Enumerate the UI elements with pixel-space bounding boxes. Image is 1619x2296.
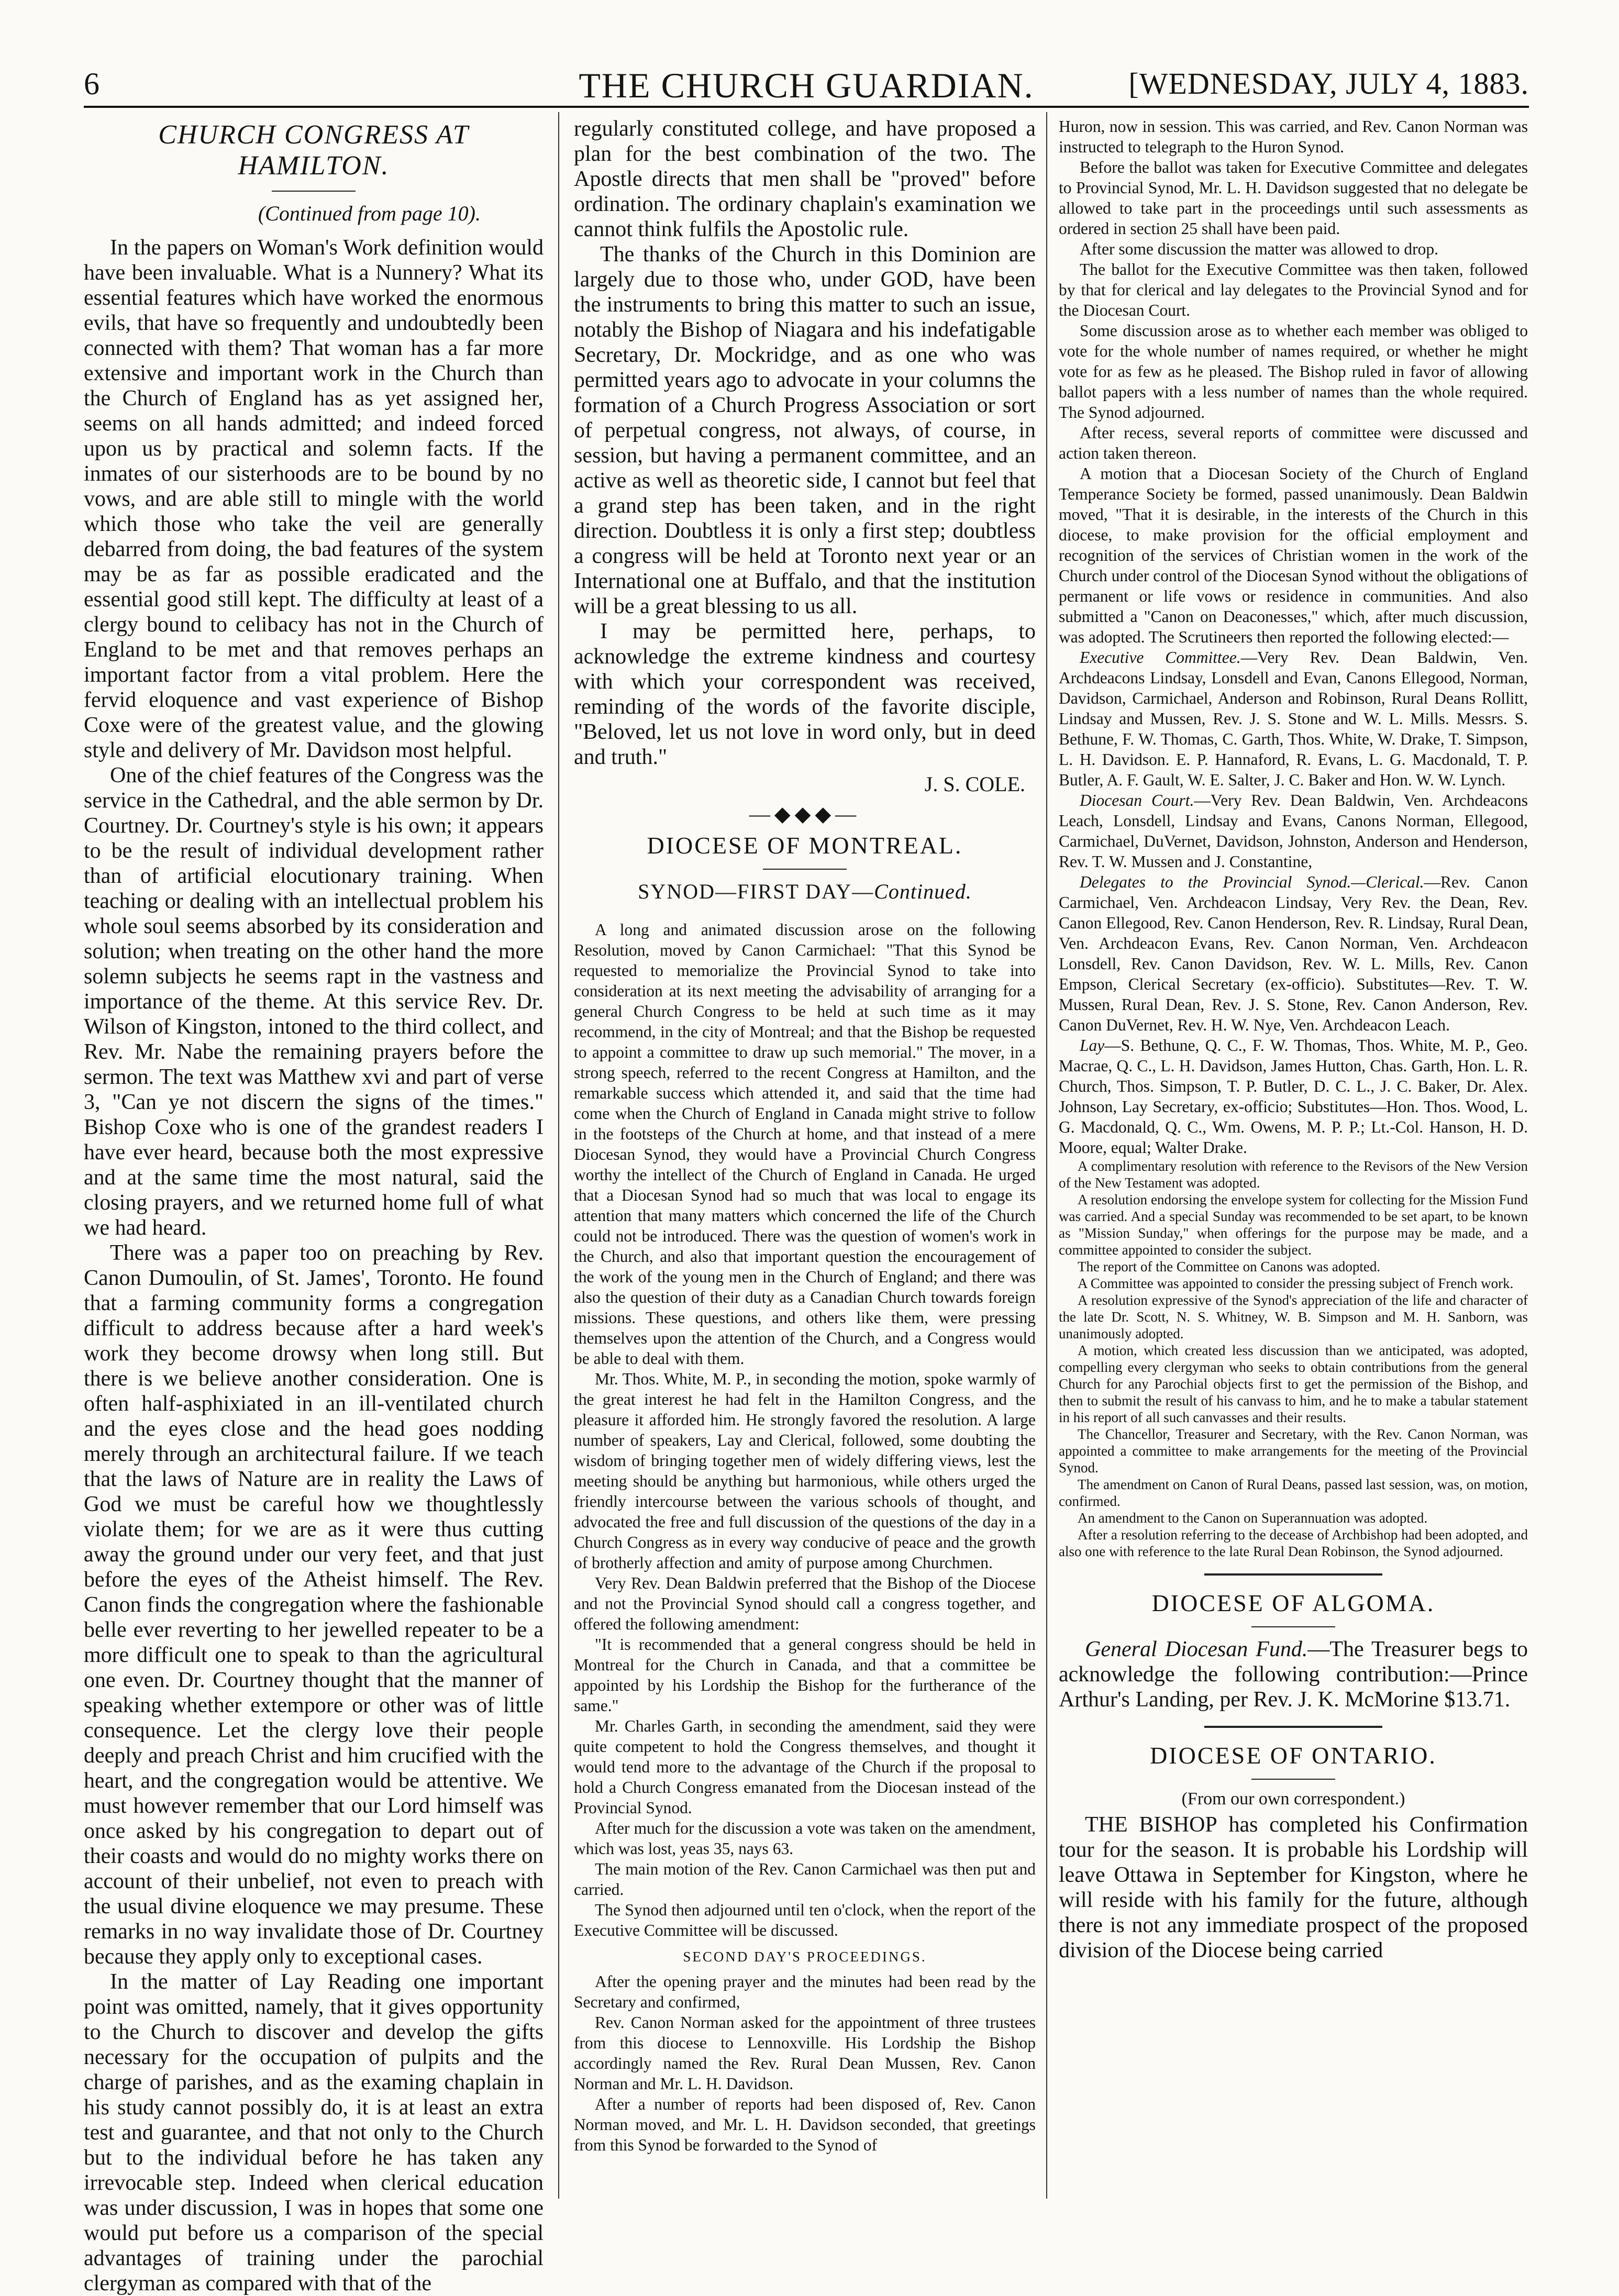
paragraph: Mr. Thos. White, M. P., in seconding the motion, spoke warmly of the great interest he had felt in the Hamilton Congress, and the pleasure it afforded him. He strongly favored the resolution. A large number of speakers, Lay and Clerical, followed, some doubting the wisdom of bringing together men of widely differing views, lest the meeting should be anything but harmonious, while others urged the friendly intercourse between the various schools of thought, and advocated the free and full discussion of the questions of the day in a Church Congress as in every way conducive of peace and the growth of brotherly affection and amity of purpose among Churchmen. [574, 1370, 1036, 1572]
paragraph: The main motion of the Rev. Canon Carmichael was then put and carried. [574, 1860, 1036, 1899]
masthead [84, 44, 1529, 123]
article-body-continued [574, 116, 1036, 770]
elected-entry: Lay—S. Bethune, Q. C., F. W. Thomas, Thos. White, M. P., Geo. Macrae, Q. C., L. H. Davidson, James Hutton, Chas. Garth, Hon. L. R. Church, Thos. Simpson, T. P. Butler, D. C. L., J. C. Baker, Dr. Alex. Johnson, Lay Secretary, ex-officio; Substitutes—Hon. Thos. Wood, L. G. Macdonald, Q. C., Wm. Owens, M. P. P.; Lt.-Col. Hanson, H. D. Moore, equal; Walter Drake. [1059, 1036, 1528, 1157]
continued-note: (Continued from page 10). [258, 202, 481, 225]
algoma-title: DIOCESE OF ALGOMA. [1151, 1590, 1435, 1616]
paragraph: General Diocesan Fund.—The Treasurer begs to acknowledge the following contribution:—Prince Arthur's Landing, per Rev. J. K. McMorine $13.71. [1059, 1637, 1528, 1712]
resolutions-small-print [1059, 1158, 1528, 1560]
elected-entry: Diocesan Court.—Very Rev. Dean Baldwin, Ven. Archdeacons Leach, Lonsdell, Lindsay and Evans, Canons Norman, Ellegood, Carmichael, DuVernet, Davidson, Johnston, Anderson and Henderson, Rev. T. W. Mussen and J. Constantine, [1059, 791, 1528, 871]
elected-entry: Executive Committee.—Very Rev. Dean Baldwin, Ven. Archdeacons Lindsay, Lonsdell and Evan, Canons Ellegood, Norman, Davidson, Carmichael, Anderson and Robinson, Rural Deans Rollitt, Lindsay and Mussen, Rev. J. S. Stone and W. L. Mills. Messrs. S. Bethune, F. W. Thomas, C. Garth, Thos. White, W. Drake, T. Simpson, L. H. Davidson. E. P. Hannaford, R. Evans, L. G. Macdonald, T. P. Butler, A. F. Gault, W. E. Salter, J. C. Baker and Hon. W. W. Lynch. [1059, 648, 1528, 789]
column-divider-2 [1046, 112, 1047, 2199]
algoma-body [1059, 1637, 1528, 1712]
paragraph: A resolution expressive of the Synod's appreciation of the life and character of the late Dr. Scott, N. S. Whitney, W. B. Simpson and M. H. Sanborn, was unanimously adopted. [1059, 1292, 1528, 1341]
paragraph: The report of the Committee on Canons was adopted. [1078, 1259, 1381, 1274]
paragraph: THE BISHOP has completed his Confirmation tour for the season. It is probable his Lordship will leave Ottawa in September for Kingston, where he will reside with his family for the future, although there is not any immediate prospect of the proposed division of the Diocese being carried [1059, 1813, 1528, 1962]
montreal-body [574, 919, 1036, 1940]
paragraph: A resolution endorsing the envelope system for collecting for the Mission Fund was carried. And a special Sunday was recommended to be set apart, to be known as "Mission Sunday," when offerings for the purpose may be made, and a committee appointed to consider the subject. [1059, 1192, 1528, 1258]
article-title-church-congress: CHURCH CONGRESS AT HAMILTON. [158, 120, 469, 181]
paragraph: There was a paper too on preaching by Rev. Canon Dumoulin, of St. James', Toronto. He found that a farming community forms a congregation difficult to address because after a hard week's work they become drowsy when long still. But there is we believe another consideration. One is often half-asphixiated in an ill-ventilated church and the eyes close and the head goes nodding merely through an architectural failure. If we teach that the laws of Nature are in reality the Laws of God we must be careful how we thoughtlessly violate them; for we are as it were thus cutting away the ground under our very feet, and that just before the eyes of the Atheist himself. The Rev. Canon finds the congregation where the fashionable belle ever reverting to her jewelled repeater to be a more difficult one to speak to than the agricultural one even. Dr. Courtney thought that the manner of speaking whether extempore or other was of little consequence. Let the clergy love their people deeply and preach Christ and him crucified with the heart, and the congregation would be attentive. We must however remember that our Lord himself was once asked by his congregation to depart out of their coasts and would do no mighty works there on account of their unbelief, not even to preach with the usual divine eloquence we may presume. These remarks in no way invalidate those of Dr. Courtney because they apply only to exceptional cases. [84, 1241, 544, 1969]
ontario-body [1059, 1812, 1528, 1963]
section-rule [1204, 1726, 1382, 1728]
column-2 [574, 116, 1036, 2200]
paragraph: Very Rev. Dean Baldwin preferred that the Bishop of the Diocese and not the Provincial Synod should call a congress together, and offered the following amendment: [574, 1574, 1036, 1633]
masthead-rule [84, 106, 1529, 108]
column-divider-1 [558, 112, 559, 2199]
correspondent-note: (From our own correspondent.) [1181, 1789, 1405, 1809]
montreal-continued-body [1059, 116, 1528, 1158]
paragraph: A Committee was appointed to consider the pressing subject of French work. [1078, 1275, 1514, 1291]
paragraph: An amendment to the Canon on Superannuation was adopted. [1078, 1510, 1428, 1526]
title-rule [1251, 1626, 1335, 1627]
paragraph: The thanks of the Church in this Dominion are largely due to those who, under GOD, have been the instruments to bring this matter to such an issue, notably the Bishop of Niagara and his indefatigable Secretary, Dr. Mockridge, and as one who was permitted years ago to advocate in your columns the formation of a Church Progress Association or sort of perpetual congress, not always, of course, in session, but having a permanent committee, and an active as well as theoretic side, I cannot but feel that a grand step has been taken, and in the right direction. Doubtless it is only a first step; doubtless a congress will be held at Toronto next year or an International one at Buffalo, and that the institution will be a great blessing to us all. [574, 242, 1036, 618]
paragraph: In the matter of Lay Reading one important point was omitted, namely, that it gives opportunity to the Church to discover and develop the gifts necessary for the occupation of pulpits and the charge of parishes, and as the examing chaplain in his study cannot possibly do, it is at least an extra test and guarantee, and that not only to the Church but to the individual before he has taken any irrevocable step. Indeed when clerical education was under discussion, I was in hopes that some one would put before us a comparison of the special advantages of training under the parochial clergyman as compared with that of the [84, 1970, 544, 2295]
second-day-body [574, 1971, 1036, 2155]
page-number: 6 [84, 66, 99, 101]
paragraph: A motion that a Diocesan Society of the Church of England Temperance Society be formed, passed unanimously. Dean Baldwin moved, "That it is desirable, in the interests of the Church in this diocese, to make provision for the official employment and recognition of the services of Christian women in the work of the Church under control of the Diocesan Synod without the obligations of permanent or life vows or residence in communities. And also submitted a "Canon on Deaconesses," which, after much discussion, was adopted. The Scrutineers then reported the following elected:— [1059, 464, 1528, 646]
paragraph: The ballot for the Executive Committee was then taken, followed by that for clerical and lay delegates to the Provincial Synod and for the Diocesan Court. [1059, 260, 1528, 319]
paragraph: The amendment on Canon of Rural Deans, passed last session, was, on motion, confirmed. [1059, 1477, 1528, 1509]
paper-title: THE CHURCH GUARDIAN. [579, 65, 1034, 105]
paragraph: In the papers on Woman's Work definition would have been invaluable. What is a Nunnery? What its essential features which have worked the enormous evils, that have so frequently and undoubtedly been connected with them? That woman has a far more extensive and important work in the Church than the Church of England has as yet assigned her, seems on all hands admitted; and indeed forced upon us by practical and solemn facts. If the inmates of our sisterhoods are to be bound by no vows, and are able still to mingle with the world which those who take the veil are generally debarred from doing, the bad features of the system may be as far as possible eradicated and the essential good still kept. The difficulty at least of a clergy bound to celibacy has not in the Church of England to be met and that removes perhaps an important factor from a vital problem. Here the fervid eloquence and vast experience of Bishop Coxe were of the greatest value, and the glowing style and delivery of Mr. Davidson most helpful. [84, 236, 544, 762]
paragraph: Before the ballot was taken for Executive Committee and delegates to Provincial Synod, Mr. L. H. Davidson suggested that no delegate be allowed to take part in the proceedings until such assessments as ordered in section 25 shall have been paid. [1059, 158, 1528, 238]
paragraph: After a resolution referring to the decease of Archbishop had been adopted, and also one with reference to the late Rural Dean Robinson, the Synod adjourned. [1059, 1527, 1528, 1559]
paragraph: After much for the discussion a vote was taken on the amendment, which was lost, yeas 35, nays 63. [574, 1819, 1036, 1858]
ornament-divider: —◆◆◆— [749, 802, 861, 826]
second-day-heading: SECOND DAY'S PROCEEDINGS. [683, 1949, 927, 1965]
signature: J. S. COLE. [924, 772, 1025, 796]
montreal-title: DIOCESE OF MONTREAL. [647, 832, 963, 859]
paragraph: After recess, several reports of committee were discussed and action taken thereon. [1059, 424, 1528, 462]
paragraph: Some discussion arose as to whether each member was obliged to vote for the whole number of names required, or whether he might vote for as few as he pleased. The Bishop ruled in favor of allowing ballot papers with a less number of names than the whole required. The Synod adjourned. [1059, 321, 1528, 422]
paragraph: The Chancellor, Treasurer and Secretary, with the Rev. Canon Norman, was appointed a committee to make arrangements for the meeting of the Provincial Synod. [1059, 1426, 1528, 1476]
paragraph: Huron, now in session. This was carried, and Rev. Canon Norman was instructed to telegraph to the Huron Synod. [1059, 117, 1528, 156]
paragraph: One of the chief features of the Congress was the service in the Cathedral, and the able sermon by Dr. Courtney. Dr. Courtney's style is his own; it appears to be the result of individual development rather than of artificial elocutionary training. When teaching or dealing with an intellectual problem his whole soul seems absorbed by its consideration and solution; when treating on the other hand the more solemn subjects he seems rapt in the vastness and importance of the theme. At this service Rev. Dr. Wilson of Kingston, intoned to the third collect, and Rev. Mr. Nabe the remaining prayers before the sermon. The text was Matthew xvi and part of verse 3, "Can ye not discern the signs of the times." Bishop Coxe who is one of the grandest readers I have ever heard, because both the most expressive and at the same time the most natural, said the closing prayers, and we returned home full of what we had heard. [84, 763, 544, 1240]
issue-date: [WEDNESDAY, JULY 4, 1883. [1128, 66, 1529, 101]
section-rule [1204, 1573, 1382, 1576]
elected-entry: Delegates to the Provincial Synod.—Clerical.—Rev. Canon Carmichael, Ven. Archdeacon Lindsay, Very Rev. the Dean, Rev. Canon Ellegood, Rev. Canon Henderson, Rev. R. Lindsay, Rural Dean, Ven. Archdeacon Evans, Rev. Canon Norman, Ven. Archdeacon Lonsdell, Rev. Canon Davidson, Rev. W. L. Mills, Rev. Canon Empson, Clerical Secretary (ex-officio). Substitutes—Rev. T. W. Mussen, Rural Dean, Rev. J. S. Stone, Rev. Canon Anderson, Rev. Canon DuVernet, Rev. H. W. Nye, Ven. Archdeacon Leach. [1059, 873, 1528, 1034]
paragraph: After the opening prayer and the minutes had been read by the Secretary and confirmed, [574, 1972, 1036, 2011]
paragraph: The Synod then adjourned until ten o'clock, when the report of the Executive Committee will be discussed. [574, 1901, 1036, 1939]
article-body [84, 235, 544, 2296]
title-rule [272, 191, 356, 192]
paragraph: After some discussion the matter was allowed to drop. [1080, 240, 1438, 258]
paragraph: A long and animated discussion arose on the following Resolution, moved by Canon Carmichael: "That this Synod be requested to memorialize the Provincial Synod to take into consideration at its next meeting the advisability of arranging for a general Church Congress to be held at such time as it may recommend, in the city of Montreal; and that the Bishop be requested to appoint a committee to draw up such memorial." The mover, in a strong speech, referred to the recent Congress at Hamilton, and the remarkable success which attended it, and said that the time had come when the Church of England in Canada might strive to follow in the footsteps of the Church at home, and that instead of a mere Diocesan Synod, they would have a Provincial Church Congress worthy the intellect of the Church of England in Canada. He urged that a Diocesan Synod had so much that was local to engage its attention that many matters which concerned the life of the Church could not be introduced. There was the question of women's work in the Church, and also that important question the encouragement of the work of the young men in the Church of England; and there was also the question of their duty as a Canadian Church towards foreign missions. These questions, and others like them, were pressing themselves upon the attention of the Church, and a Congress would be able to deal with them. [574, 920, 1036, 1368]
paragraph: "It is recommended that a general congress should be held in Montreal for the Church in Canada, and that a committee be appointed by his Lordship the Bishop for the furtherance of the same." [574, 1635, 1036, 1715]
column-3 [1059, 116, 1528, 2200]
paragraph: regularly constituted college, and have proposed a plan for the best combination of the two. The Apostle directs that men shall be "proved" before ordination. The ordinary chaplain's examination we cannot think fulfils the Apostolic rule. [574, 117, 1036, 241]
ontario-title: DIOCESE OF ONTARIO. [1150, 1742, 1437, 1769]
paragraph: I may be permitted here, perhaps, to acknowledge the extreme kindness and courtesy with which your correspondent was received, reminding of the words of the favorite disciple, "Beloved, let us not love in word only, but in deed and truth." [574, 619, 1036, 769]
paragraph: After a number of reports had been disposed of, Rev. Canon Norman moved, and Mr. L. H. Davidson seconded, that greetings from this Synod be forwarded to the Synod of [574, 2095, 1036, 2154]
column-1 [84, 116, 544, 2295]
paragraph: Mr. Charles Garth, in seconding the amendment, said they were quite competent to hold the Congress themselves, and thought it would tend more to the advantage of the Church if the proposal to hold a Church Congress emanated from the Diocesan instead of the Provincial Synod. [574, 1717, 1036, 1817]
paragraph: Rev. Canon Norman asked for the appointment of three trustees from this diocese to Lennoxville. His Lordship the Bishop accordingly named the Rev. Rural Dean Mussen, Rev. Canon Norman and Mr. L. H. Davidson. [574, 2013, 1036, 2093]
synod-subtitle: SYNOD—FIRST DAY—Continued. [638, 880, 972, 903]
title-rule [1251, 1779, 1335, 1780]
paragraph: A complimentary resolution with reference to the Revisors of the New Version of the New Testament was adopted. [1059, 1158, 1528, 1191]
paragraph: A motion, which created less discussion than we anticipated, was adopted, compelling every clergyman who seeks to obtain contributions from the general Church for any Parochial objects first to get the permission of the Bishop, and then to submit the result of his canvass to him, and he to make a tabular statement in his report of all such canvasses and their results. [1059, 1343, 1528, 1425]
title-rule [763, 869, 847, 870]
